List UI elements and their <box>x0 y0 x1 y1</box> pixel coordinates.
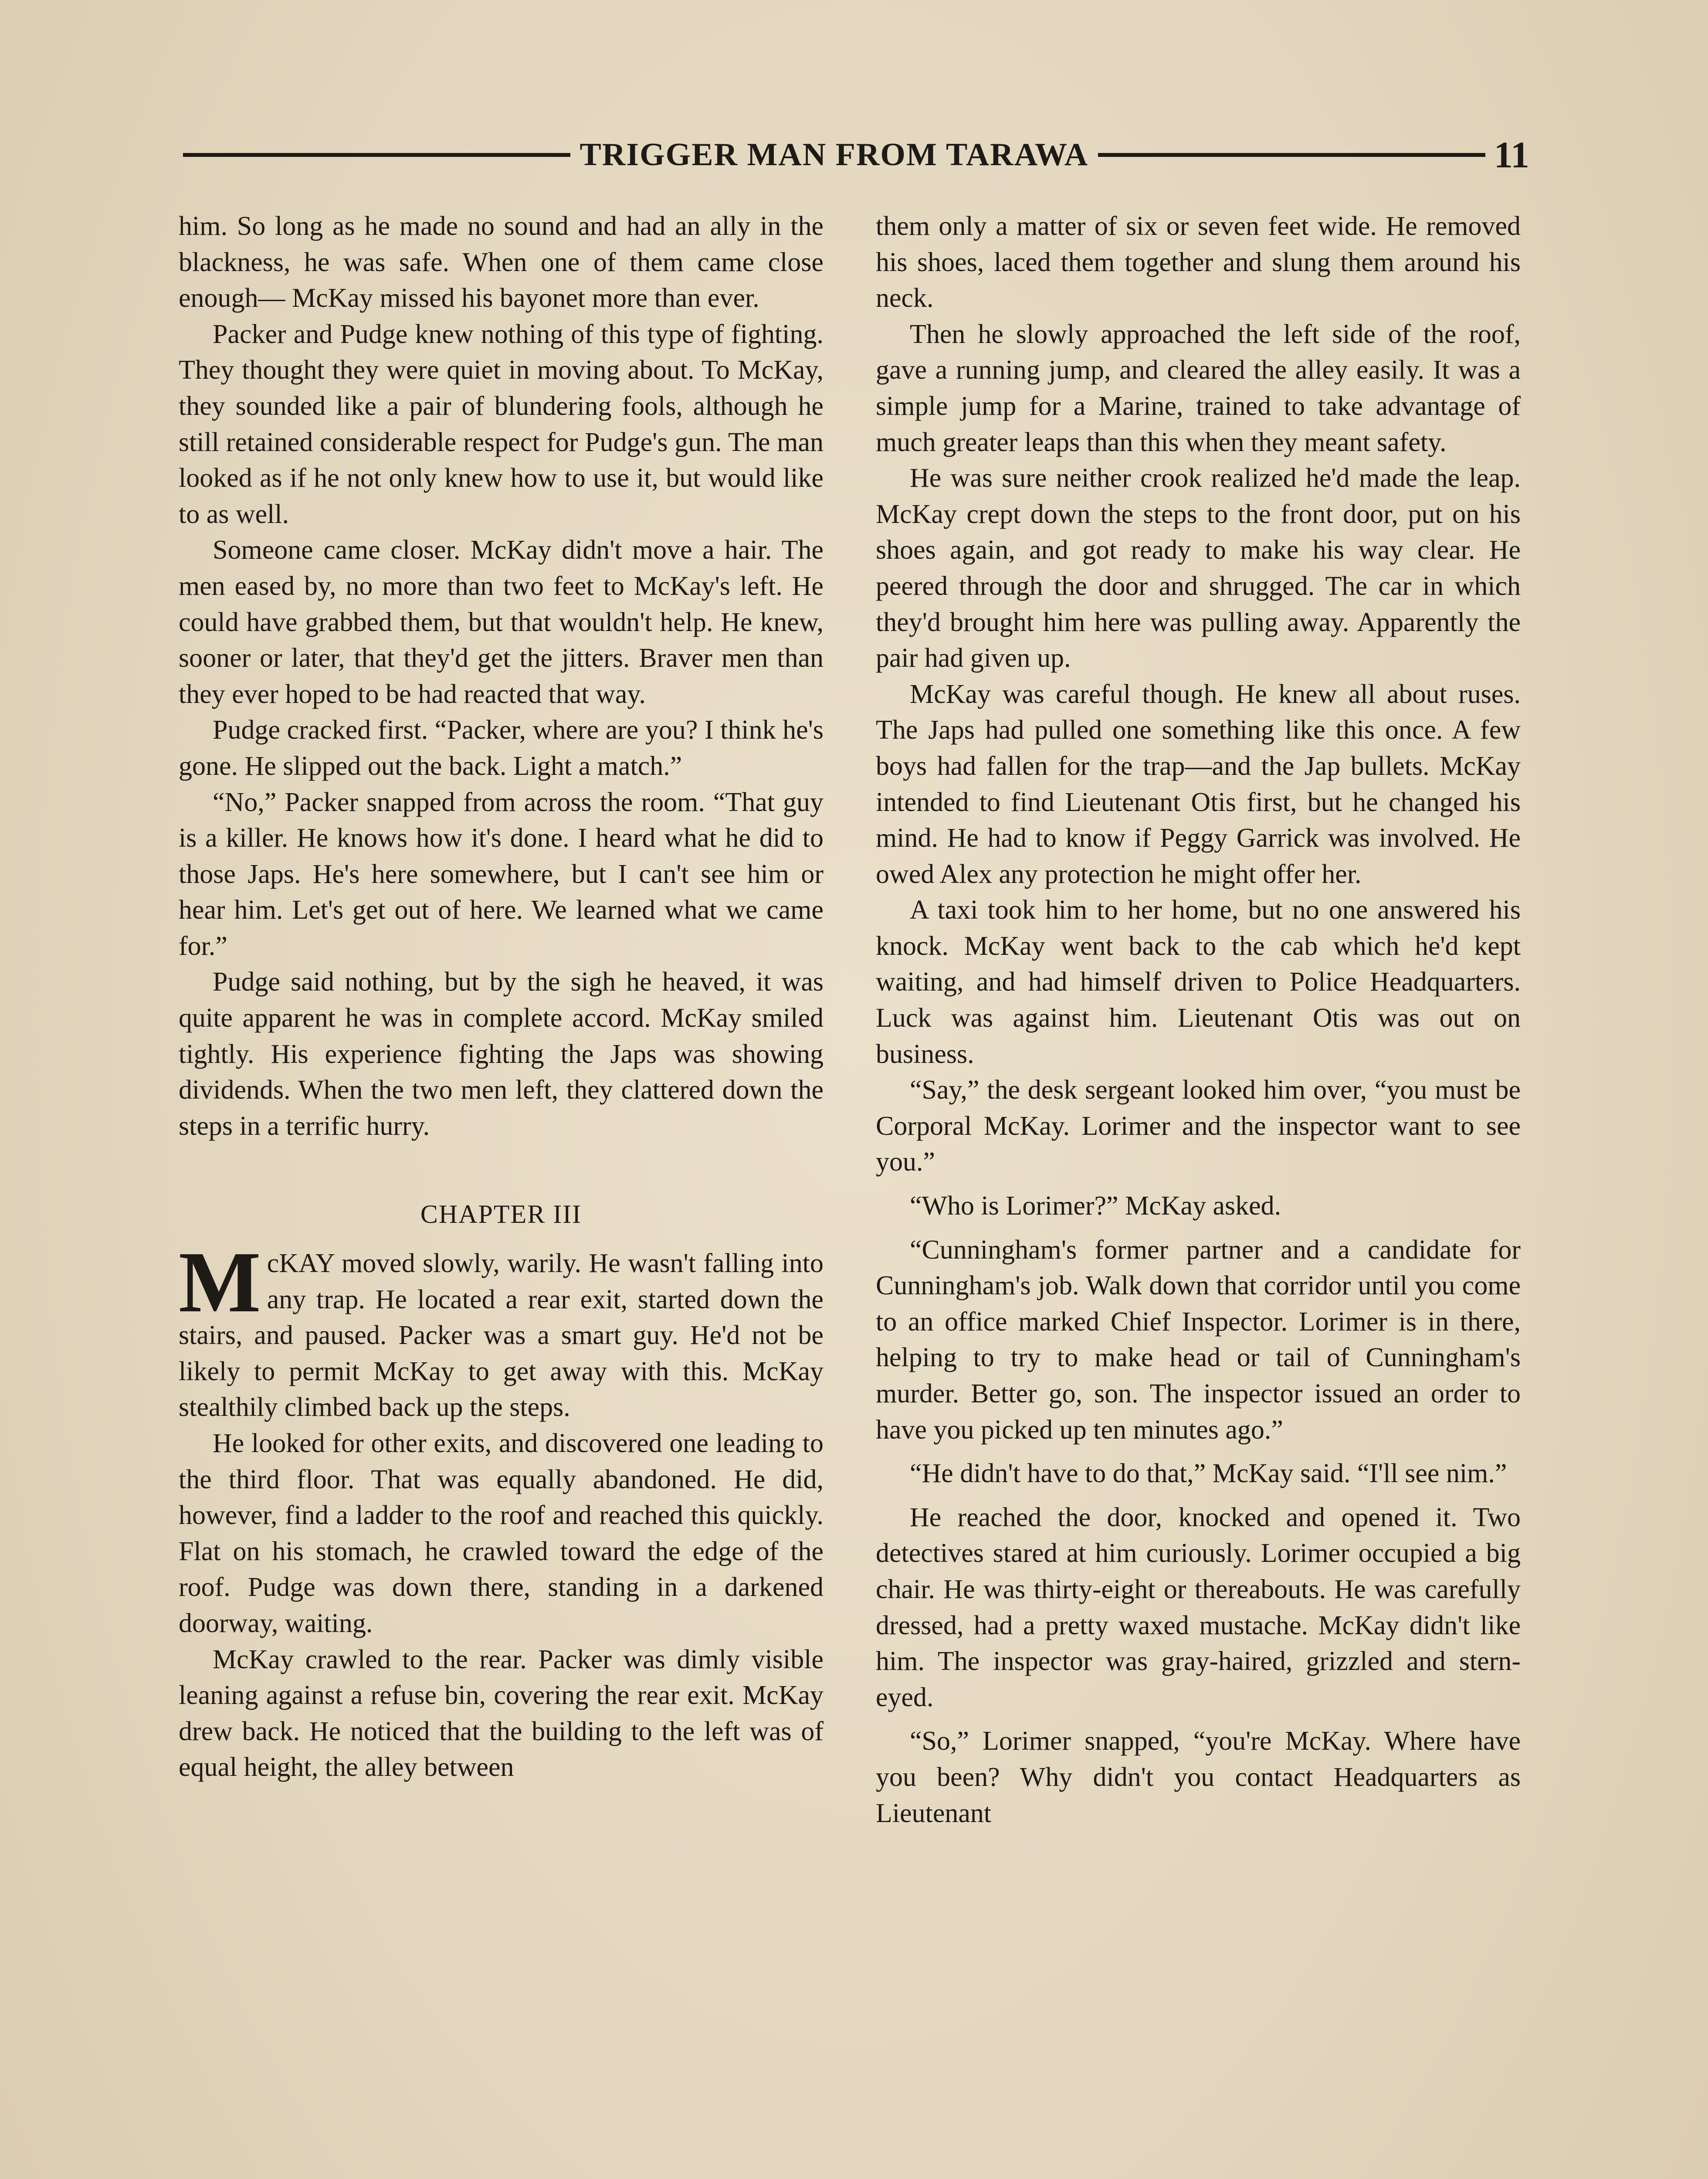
paragraph: him. So long as he made no sound and had an ally in the blackness, he was safe. When one of them came close enough— McKay missed his bayonet more than ever. <box>179 211 824 313</box>
right-column <box>876 208 1521 2179</box>
paragraph: “He didn't have to do that,” McKay said. “I'll see nim.” <box>910 1459 1507 1489</box>
drop-cap: M <box>179 1234 261 1331</box>
paragraph: Then he slowly approached the left side of the roof, gave a running jump, and cleared the alley easily. It was a simple jump for a Marine, trained to take advantage of much greater leaps than this when they meant safety. <box>876 319 1521 457</box>
paragraph: “No,” Packer snapped from across the room. “That guy is a killer. He knows how it's done. I heard what he did to those Japs. He's here somewhere, but I can't see him or hear him. Let's get out of here. We learned what we came for.” <box>179 787 824 961</box>
paragraph: McKay crawled to the rear. Packer was dimly visible leaning against a refuse bin, covering the rear exit. McKay drew back. He noticed that the building to the left was of equal height, the alley between <box>179 1644 824 1782</box>
header-rule-right <box>1098 153 1485 157</box>
paragraph: McKay was careful though. He knew all about ruses. The Japs had pulled one something like this once. A few boys had fallen for the trap—and the Jap bullets. McKay intended to find Lieutenant Otis first, but he changed his mind. He had to know if Peggy Garrick was involved. He owed Alex any protection he might offer her. <box>876 679 1521 889</box>
chapter-opening-text: cKAY moved slowly, warily. He wasn't falling into any trap. He located a rear exit, started down the stairs, and paused. Packer was a smart guy. He'd not be likely to permit McKay to get away with this. McKay stealthily climbed back up the steps. <box>179 1249 824 1422</box>
chapter-opening-paragraph <box>179 1234 824 1426</box>
paragraph: Packer and Pudge knew nothing of this type of fighting. They thought they were quiet in moving about. To McKay, they sounded like a pair of blundering fools, although he still retained considerable respect for Pudge's gun. The man looked as if he not only knew how to use it, but would like to as well. <box>179 319 824 529</box>
paragraph: He reached the door, knocked and opened it. Two detectives stared at him curiously. Lorimer occupied a big chair. He was thirty-eight or thereabouts. He was carefully dressed, had a pretty waxed mustache. McKay didn't like him. The inspector was gray-haired, grizzled and stern-eyed. <box>876 1502 1521 1712</box>
paragraph: Someone came closer. McKay didn't move a hair. The men eased by, no more than two feet to McKay's left. He could have grabbed them, but that wouldn't help. He knew, sooner or later, that they'd get the jitters. Braver men than they ever hoped to be had reacted that way. <box>179 535 824 709</box>
paragraph: “Who is Lorimer?” McKay asked. <box>910 1191 1281 1221</box>
header-rule-left <box>183 153 570 157</box>
paragraph: “So,” Lorimer snapped, “you're McKay. Where have you been? Why didn't you contact Headquarters as Lieutenant <box>876 1726 1521 1828</box>
paragraph: “Say,” the desk sergeant looked him over, “you must be Corporal McKay. Lorimer and the inspector want to see you.” <box>876 1075 1521 1177</box>
running-title: TRIGGER MAN FROM TARAWA <box>580 136 1089 173</box>
paragraph: He was sure neither crook realized he'd made the leap. McKay crept down the steps to the front door, put on his shoes again, and got ready to make his way clear. He peered through the door and shrugged. The car in which they'd brought him here was pulling away. Apparently the pair had given up. <box>876 463 1521 673</box>
paragraph: “Cunningham's former partner and a candidate for Cunningham's job. Walk down that corridor until you come to an office marked Chief Inspector. Lorimer is in there, helping to try to make head or tail of Cunningham's murder. Better go, son. The inspector issued an order to have you picked up ten minutes ago.” <box>876 1235 1521 1445</box>
paragraph: A taxi took him to her home, but no one answered his knock. McKay went back to the cab which he'd kept waiting, and had himself driven to Police Headquarters. Luck was against him. Lieutenant Otis was out on business. <box>876 895 1521 1069</box>
paragraph: Pudge cracked first. “Packer, where are you? I think he's gone. He slipped out the back. Light a match.” <box>179 715 824 781</box>
paragraph: them only a matter of six or seven feet wide. He removed his shoes, laced them together and slung them around his neck. <box>876 211 1521 313</box>
paragraph: He looked for other exits, and discovered one leading to the third floor. That was equally abandoned. He did, however, find a ladder to the roof and reached this quickly. Flat on his stomach, he crawled toward the edge of the roof. Pudge was down there, standing in a darkened doorway, waiting. <box>179 1429 824 1638</box>
chapter-heading: CHAPTER III <box>420 1200 582 1229</box>
left-column <box>179 208 824 2179</box>
paragraph: Pudge said nothing, but by the sigh he heaved, it was quite apparent he was in complete accord. McKay smiled tightly. His experience fighting the Japs was showing dividends. When the two men left, they clattered down the steps in a terrific hurry. <box>179 967 824 1141</box>
running-header <box>183 131 1529 179</box>
page-number: 11 <box>1494 134 1529 176</box>
